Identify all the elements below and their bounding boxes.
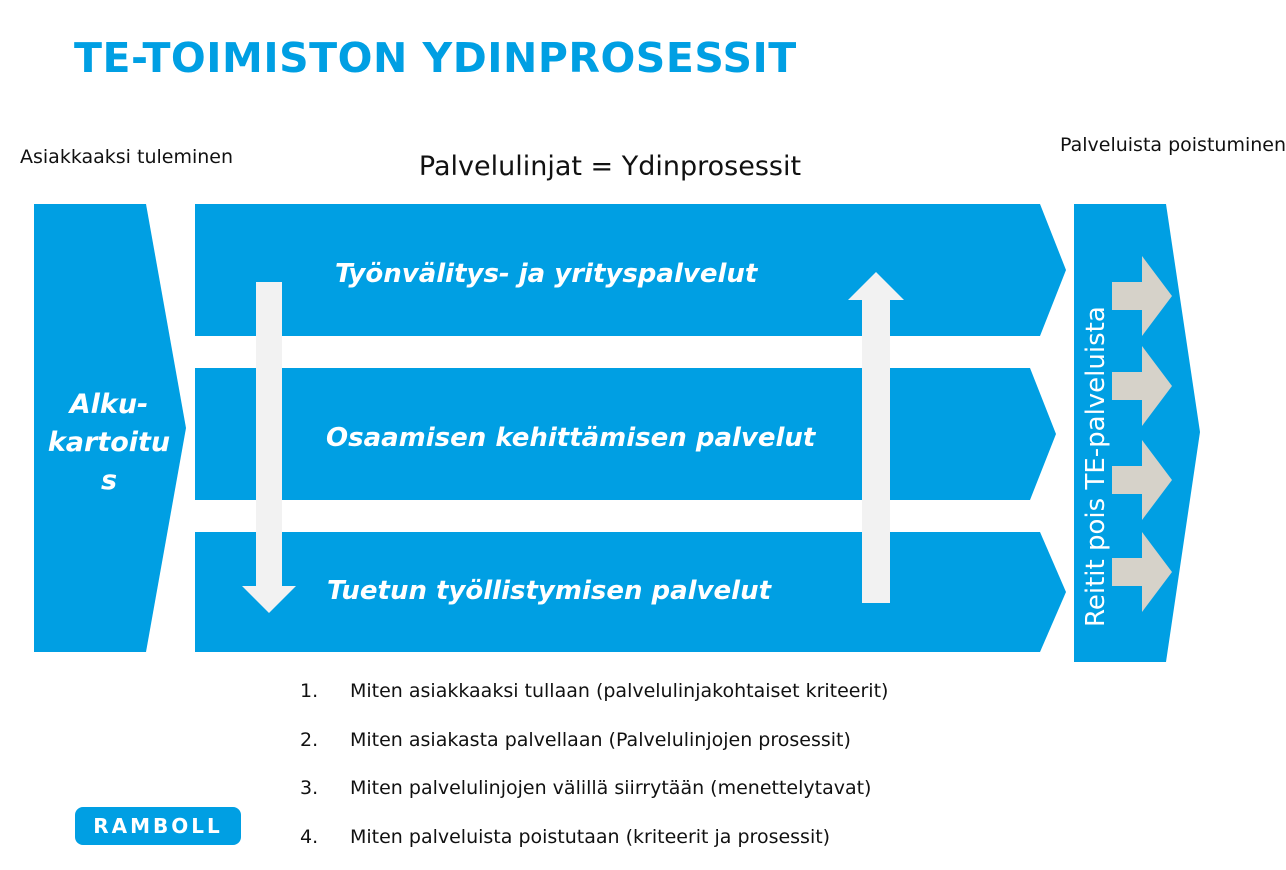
- lane-2-label: Osaamisen kehittämisen palvelut: [326, 423, 817, 453]
- entry-block-label: [34, 386, 184, 500]
- list-item: [300, 773, 888, 822]
- ramboll-logo: RAMBOLL: [75, 807, 241, 845]
- list-text: Miten asiakkaaksi tullaan (palvelulinjakohtaiset kriteerit): [350, 680, 888, 702]
- list-number: 1.: [300, 676, 350, 706]
- list-text: Miten palveluista poistutaan (kriteerit ja prosessit): [350, 826, 830, 848]
- core-process-caption: Palvelulinjat = Ydinprosessit: [380, 150, 840, 184]
- list-number: 3.: [300, 773, 350, 803]
- list-item: [300, 725, 888, 774]
- list-item: [300, 822, 888, 870]
- list-item: [300, 676, 888, 725]
- lane-1-label: Työnvälitys- ja yrityspalvelut: [335, 259, 759, 289]
- exit-caption: Palveluista poistuminen: [1060, 134, 1210, 156]
- page-title: TE-TOIMISTON YDINPROSESSIT: [74, 34, 797, 82]
- list-number: 4.: [300, 822, 350, 852]
- question-list: [300, 676, 888, 870]
- list-number: 2.: [300, 725, 350, 755]
- entry-caption: Asiakkaaksi tuleminen: [20, 146, 148, 168]
- entry-label-line-1: Alku-: [34, 386, 184, 424]
- exit-label: Reitit pois TE-palveluista: [1081, 306, 1111, 627]
- lane-3-label: Tuetun työllistymisen palvelut: [327, 576, 773, 606]
- list-text: Miten asiakasta palvellaan (Palvelulinjojen prosessit): [350, 729, 851, 751]
- entry-label-line-2: kartoitu: [34, 424, 184, 462]
- list-text: Miten palvelulinjojen välillä siirrytään (menettelytavat): [350, 777, 871, 799]
- entry-label-line-3: s: [34, 462, 184, 500]
